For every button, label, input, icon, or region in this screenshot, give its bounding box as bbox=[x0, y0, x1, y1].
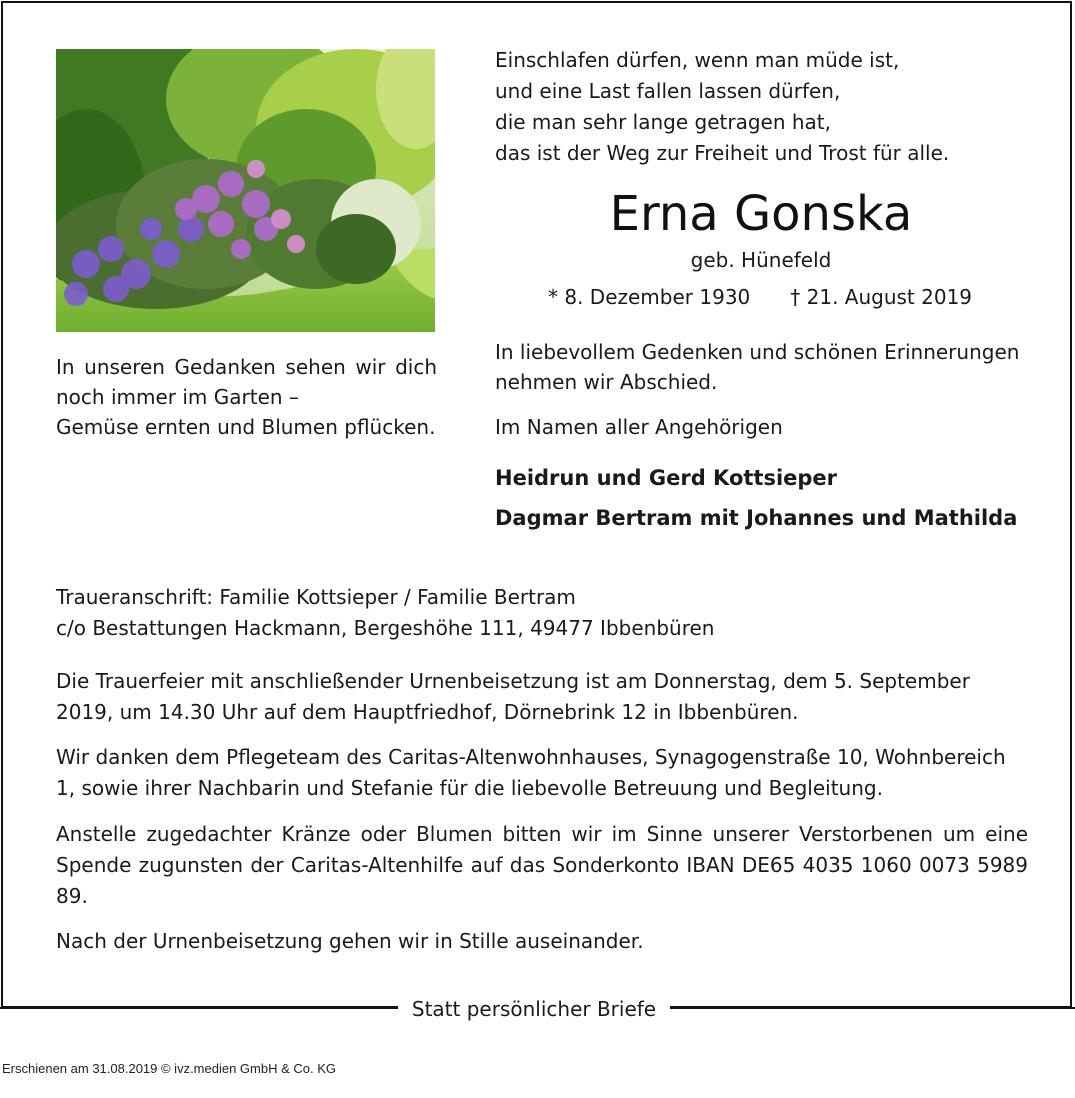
mourner-family: Heidrun und Gerd Kottsieper bbox=[495, 466, 838, 490]
death-date: † 21. August 2019 bbox=[790, 285, 973, 309]
poem-line: das ist der Weg zur Freiheit und Trost für alle. bbox=[495, 141, 950, 165]
maiden-name: geb. Hünefeld bbox=[690, 248, 832, 272]
farewell-line: nehmen wir Abschied. bbox=[495, 370, 718, 394]
garden-photo bbox=[56, 49, 435, 332]
poem-line: und eine Last fallen lassen dürfen, bbox=[495, 79, 841, 103]
mourning-address bbox=[56, 582, 714, 644]
donation-paragraph: Anstelle zugedachter Kränze oder Blumen bitten wir im Sinne unserer Verstorbenen um eine Spende zugunsten der Caritas-Altenhilfe auf das Sonderkonto IBAN DE65 4035 1060 0073 5989 89. bbox=[56, 822, 1028, 908]
life-dates bbox=[548, 283, 1028, 311]
garden-rhododendron-icon bbox=[56, 49, 435, 332]
mourners-list bbox=[495, 458, 1017, 538]
farewell-text bbox=[495, 337, 1035, 397]
deceased-name: Erna Gonska bbox=[609, 186, 913, 242]
photo-caption bbox=[56, 352, 437, 442]
footer-rule-right bbox=[670, 1007, 1075, 1009]
thanks-paragraph: Wir danken dem Pflegeteam des Caritas-Altenwohnhauses, Synagogenstraße 10, Wohnbereich 1, sowie ihrer Nachbarin und Stefanie für die liebevolle Betreuung und Begleitung. bbox=[56, 745, 1006, 800]
footer-note: Statt persönlicher Briefe bbox=[398, 994, 670, 1024]
caption-line: Gemüse ernten und Blumen pflücken. bbox=[56, 415, 436, 439]
closing-paragraph: Nach der Urnenbeisetzung gehen wir in Stille auseinander. bbox=[56, 929, 644, 953]
caption-line: noch immer im Garten – bbox=[56, 385, 299, 409]
poem-line: die man sehr lange getragen hat, bbox=[495, 110, 831, 134]
poem-line: Einschlafen dürfen, wenn man müde ist, bbox=[495, 48, 900, 72]
mourner-family: Dagmar Bertram mit Johannes und Mathilda bbox=[495, 506, 1018, 530]
farewell-line: In liebevollem Gedenken und schönen Erinnerungen bbox=[495, 340, 1020, 364]
address-line: c/o Bestattungen Hackmann, Bergeshöhe 111, 49477 Ibbenbüren bbox=[56, 616, 715, 640]
publication-credit: Erschienen am 31.08.2019 © ivz.medien GmbH & Co. KG bbox=[2, 1061, 337, 1076]
ceremony-paragraph: Die Trauerfeier mit anschließender Urnenbeisetzung ist am Donnerstag, dem 5. September 2019, um 14.30 Uhr auf dem Hauptfriedhof, Dörnebrink 12 in Ibbenbüren. bbox=[56, 669, 970, 724]
birth-date: * 8. Dezember 1930 bbox=[548, 285, 751, 309]
address-line: Traueranschrift: Familie Kottsieper / Familie Bertram bbox=[56, 585, 576, 609]
caption-line: In unseren Gedanken sehen wir dich bbox=[56, 355, 437, 379]
footer-rule-left bbox=[0, 1007, 398, 1009]
mourners-intro: Im Namen aller Angehörigen bbox=[495, 415, 783, 439]
poem bbox=[495, 45, 1035, 169]
